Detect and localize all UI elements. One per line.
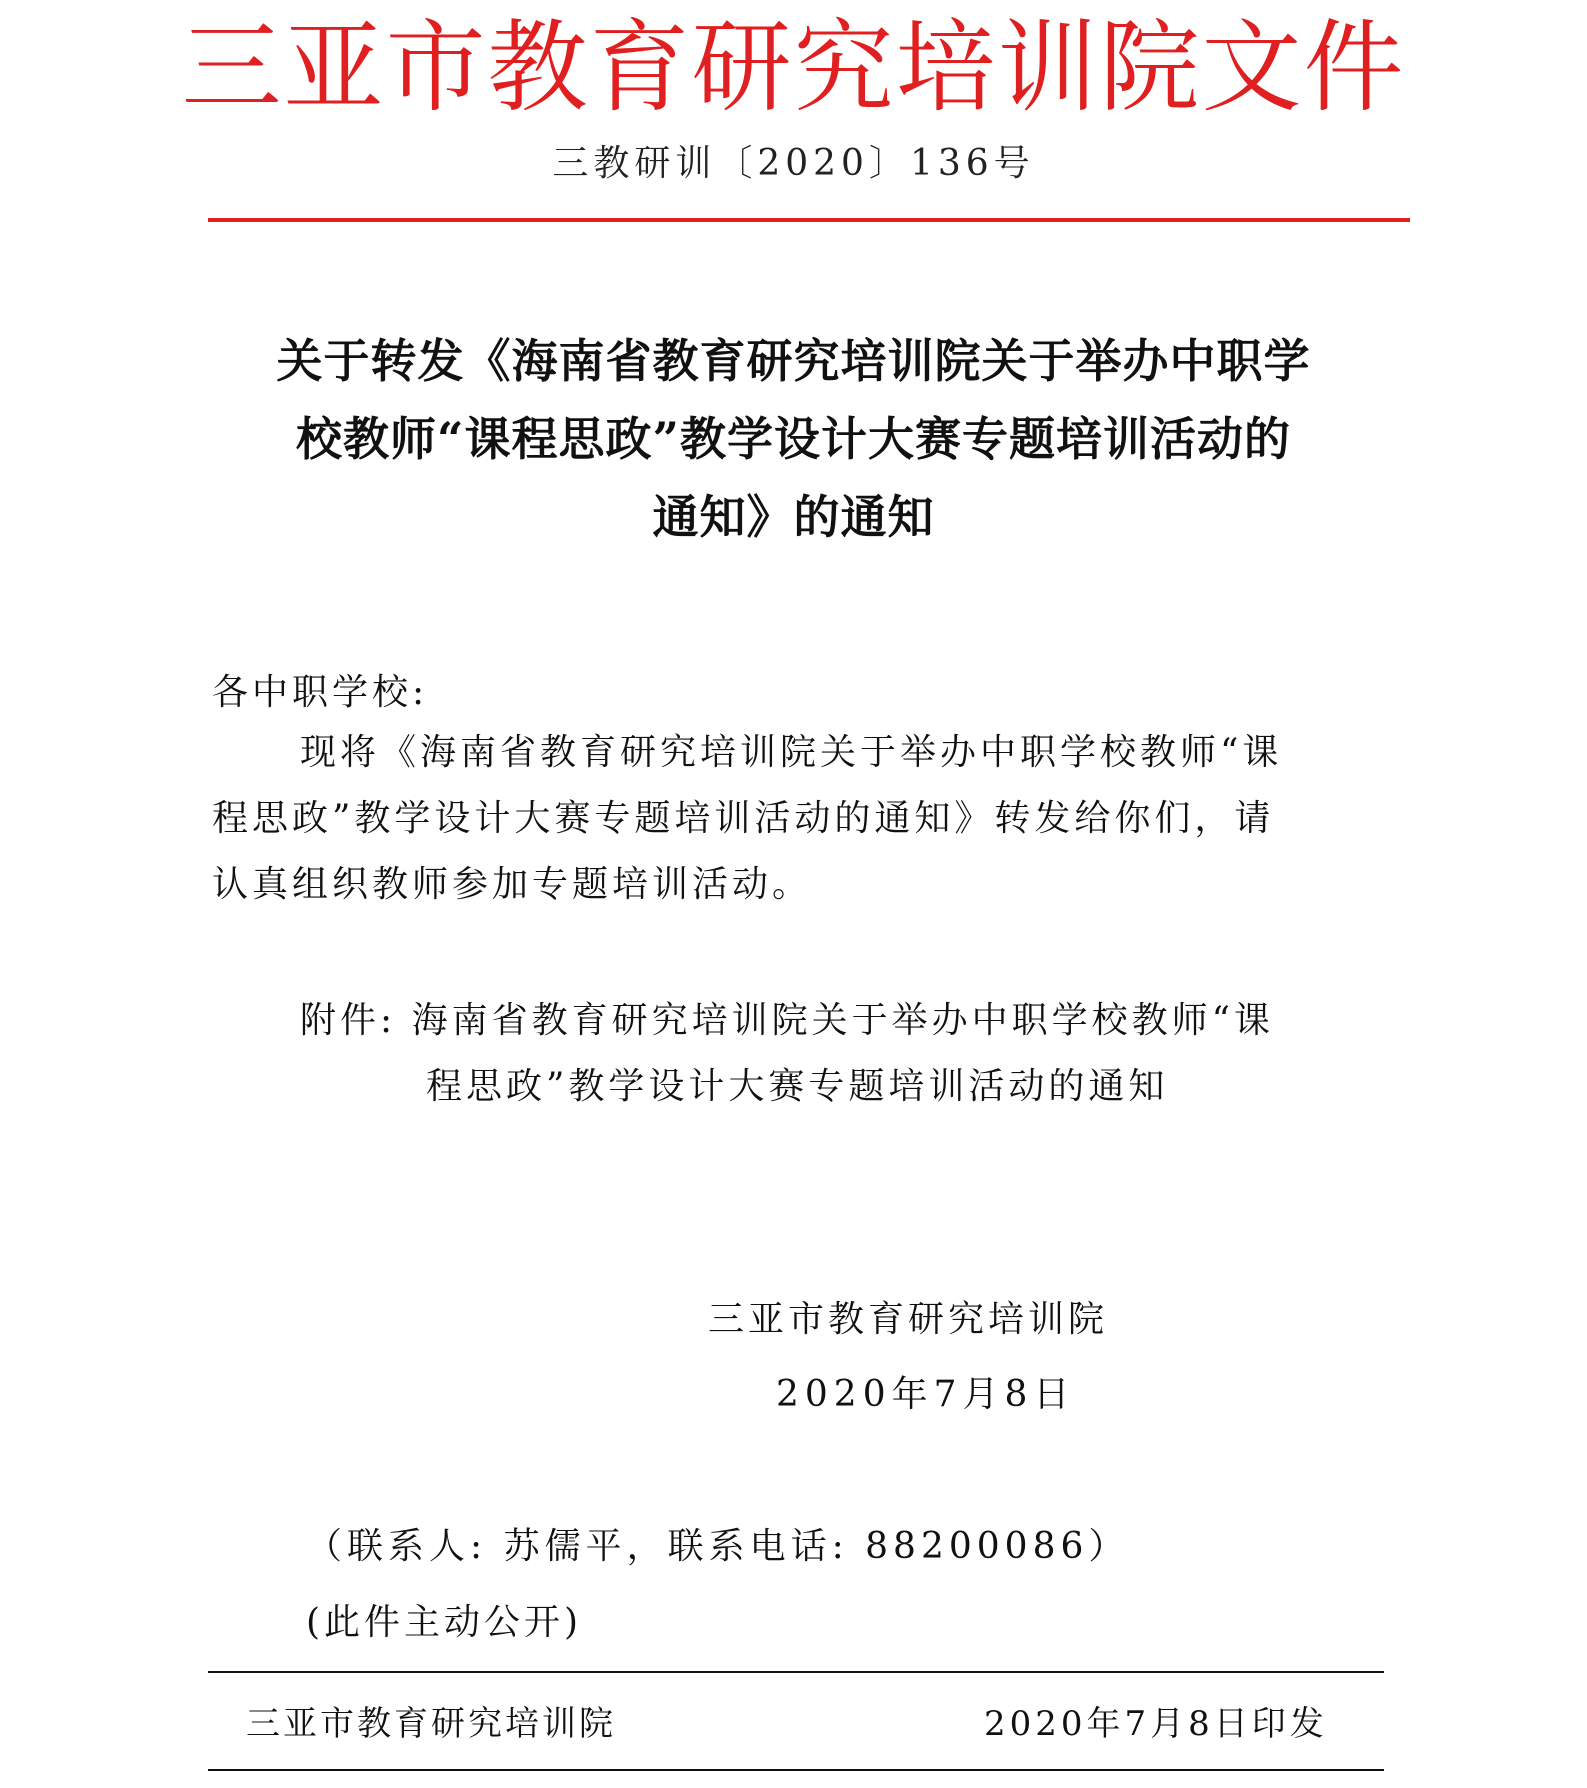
signature-organization: 三亚市教育研究培训院 xyxy=(708,1299,1109,1340)
footer-organization: 三亚市教育研究培训院 xyxy=(246,1704,616,1744)
document-number: 三教研训〔2020〕136号 xyxy=(552,143,1035,184)
body-paragraph xyxy=(212,720,1402,918)
notice-title-line: 通知》的通知 xyxy=(652,490,935,544)
body-line: 认真组织教师参加专题培训活动。 xyxy=(212,864,813,905)
footer-divider-top xyxy=(208,1671,1384,1673)
attachment-line: 程思政”教学设计大赛专题培训活动的通知 xyxy=(426,1066,1169,1107)
body-line: 程思政”教学设计大赛专题培训活动的通知》转发给你们，请 xyxy=(212,798,1275,839)
notice-title-line: 关于转发《海南省教育研究培训院关于举办中职学 xyxy=(276,334,1311,388)
footer-divider-bottom xyxy=(208,1769,1384,1771)
header-red-divider xyxy=(208,218,1410,222)
notice-title-line: 校教师“课程思政”教学设计大赛专题培训活动的 xyxy=(296,412,1291,466)
signature-date: 2020年7月8日 xyxy=(776,1374,1076,1415)
attachment-note xyxy=(300,988,1274,1120)
document-header-title: 三亚市教育研究培训院文件 xyxy=(181,9,1406,126)
notice-title xyxy=(180,322,1407,556)
salutation: 各中职学校: xyxy=(212,672,429,713)
body-line: 现将《海南省教育研究培训院关于举办中职学校教师“课 xyxy=(300,732,1283,773)
contact-info: （联系人: 苏儒平，联系电话: 88200086） xyxy=(306,1526,1130,1567)
footer-print-date: 2020年7月8日印发 xyxy=(984,1704,1328,1744)
public-disclosure-note: (此件主动公开) xyxy=(306,1602,583,1643)
attachment-line: 附件: 海南省教育研究培训院关于举办中职学校教师“课 xyxy=(300,1000,1274,1041)
